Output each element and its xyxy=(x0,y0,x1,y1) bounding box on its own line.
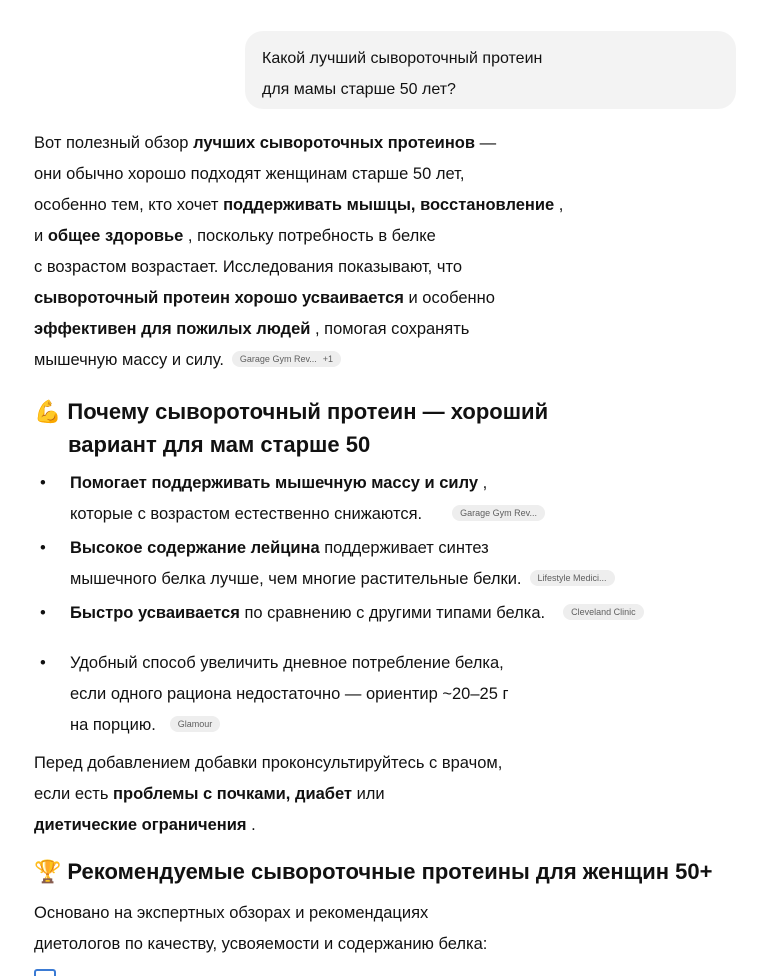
intro-line-8: мышечную массу и силу. Garage Gym Rev... +1 xyxy=(34,345,563,376)
bullet-dot: • xyxy=(40,539,46,557)
list-item: • Высокое содержание лейцина поддерживает синтез мышечного белка лучше, чем многие растительные белки. Lifestyle Medici... xyxy=(34,533,615,595)
citation-chip[interactable]: Garage Gym Rev... xyxy=(452,505,545,521)
section-heading-recommended: 🏆 Рекомендуемые сывороточные протеины для женщин 50+ xyxy=(34,856,712,889)
intro-line-2: они обычно хорошо подходят женщинам старше 50 лет, xyxy=(34,165,465,183)
bullet-dot: • xyxy=(40,604,46,622)
intro-line-5: с возрастом возрастает. Исследования показывают, что xyxy=(34,258,462,276)
intro-line-6: сывороточный протеин хорошо усваивается и особенно xyxy=(34,289,495,307)
list-item: • Удобный способ увеличить дневное потребление белка, если одного рациона недостаточно — ориентир ~20–25 г на порцию. Glamour xyxy=(34,648,509,741)
list-item: • Быстро усваивается по сравнению с другими типами белка. Cleveland Clinic xyxy=(34,598,644,629)
intro-paragraph xyxy=(34,128,563,376)
next-item-icon xyxy=(34,969,56,976)
citation-chip[interactable]: Glamour xyxy=(170,716,221,732)
bullet-dot: • xyxy=(40,474,46,492)
flexed-biceps-icon: 💪 xyxy=(34,398,62,424)
intro-line-4: и общее здоровье , поскольку потребность в белке xyxy=(34,227,436,245)
bullet-dot: • xyxy=(40,654,46,672)
citation-chip[interactable]: Lifestyle Medici... xyxy=(530,570,615,586)
basis-paragraph: Основано на экспертных обзорах и рекомендациях диетологов по качеству, усвояемости и содержанию белка: xyxy=(34,904,488,953)
user-message-line-1: Какой лучший сывороточный протеин xyxy=(262,50,543,67)
intro-line-7: эффективен для пожилых людей , помогая сохранять xyxy=(34,320,470,338)
trophy-icon: 🏆 xyxy=(34,858,62,884)
intro-line-3: особенно тем, кто хочет поддерживать мышцы, восстановление , xyxy=(34,196,564,214)
user-message-line-2: для мамы старше 50 лет? xyxy=(262,81,456,98)
user-message-bubble xyxy=(245,31,736,109)
list-item: • Помогает поддерживать мышечную массу и силу , которые с возрастом естественно снижаются. Garage Gym Rev... xyxy=(34,468,545,530)
citation-chip[interactable]: Cleveland Clinic xyxy=(563,604,644,620)
intro-line-1: Вот полезный обзор лучших сывороточных протеинов — xyxy=(34,134,497,152)
section-heading-why-whey: 💪 Почему сывороточный протеин — хороший вариант для мам старше 50 xyxy=(34,396,548,460)
citation-chip[interactable]: Garage Gym Rev... +1 xyxy=(232,351,341,367)
advice-paragraph: Перед добавлением добавки проконсультируйтесь с врачом, если есть проблемы с почками, диабет или диетические ограничения . xyxy=(34,754,503,834)
